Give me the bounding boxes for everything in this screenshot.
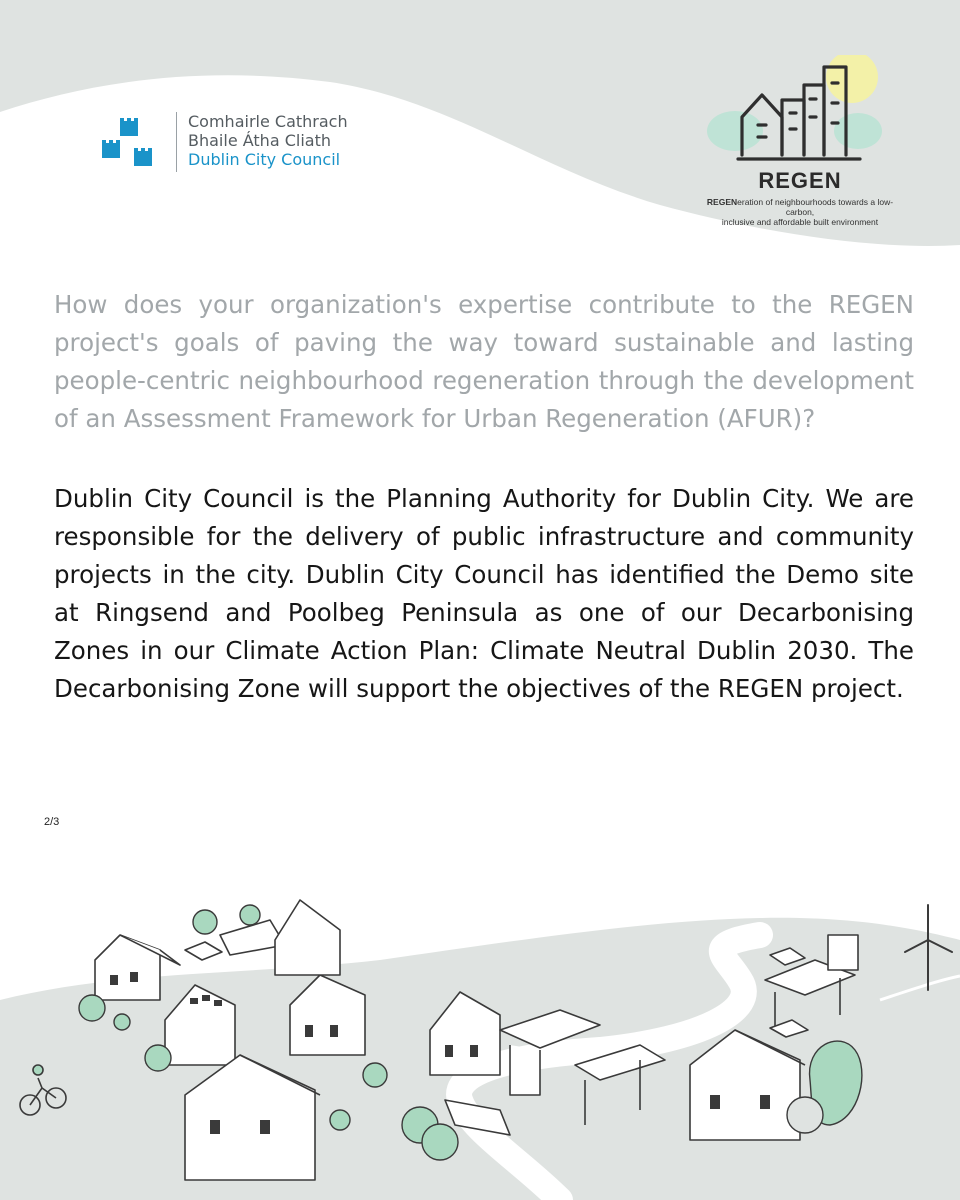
neighbourhood-illustration xyxy=(0,880,960,1200)
regen-wordmark: REGEN xyxy=(758,168,842,193)
question-text: How does your organization's expertise contribute to the REGEN project's goals of paving the way toward sustainable and lasting people-centric neighbourhood regeneration through the development of an Assessment Framework for Urban Regeneration (AFUR)? xyxy=(54,290,914,433)
regen-tagline-line2: inclusive and affordable built environment xyxy=(721,217,879,227)
page-indicator: 2/3 xyxy=(44,816,60,828)
answer-text: Dublin City Council is the Planning Authority for Dublin City. We are responsible for the delivery of public infrastructure and community projects in the city. Dublin City Council has identified the Demo site at Ringsend and Poolbeg Peninsula as one of our Decarbonising Zones in our Climate Action Plan: Climate Neutral Dublin 2030. The Decarbonising Zone will support the objectives of the REGEN project. xyxy=(54,484,914,703)
regen-tagline-line1: eration of neighbourhoods towards a low-carbon, xyxy=(737,197,894,217)
council-name-english: Dublin City Council xyxy=(188,150,341,169)
council-name xyxy=(188,112,348,169)
logo-divider xyxy=(176,112,177,172)
regen-tagline-bold: REGEN xyxy=(706,197,738,207)
regen-buildings-icon xyxy=(700,55,900,170)
council-name-irish-2: Bhaile Átha Cliath xyxy=(188,131,331,150)
regen-logo xyxy=(700,55,900,235)
regen-tagline xyxy=(700,197,900,227)
dublin-city-council-logo xyxy=(100,108,380,178)
council-name-irish-1: Comhairle Cathrach xyxy=(188,112,348,131)
three-castles-icon xyxy=(100,110,162,174)
